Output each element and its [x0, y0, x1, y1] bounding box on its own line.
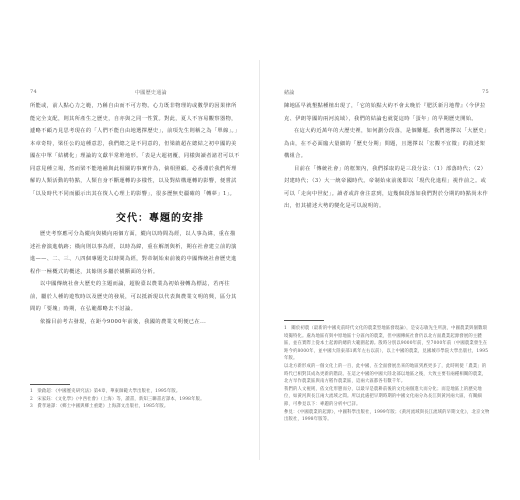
intro-paragraph: 所能或，前人點心力之範，乃稱自由而不可方物。心力既非物理的或數學的因果律所能完全支配，則其所產生之歷史，自亦與之同一性質。對此，夏人不容易觀察器物，遽略不顧乃見思考現在的「人們不能自由地選擇歷史」，前項先生則稱之為「單線」。」本章奇特，梁任公的這種意思，我們總之是不同意的，但梁啟超在總結之初中國的美國在中單「結構化」理論的文獻半常堆地形。「表是大超初覆，同樣與讀者諸君可以不同意見種立場，然而梁不能地補與此相關的事實作為，倘相照顧。必番淵於我們所理解的人類活動的特點，人類自身不斷運轉的多樣性，以及對結構運轉的影響，便嘗試「以及時代不同而顯示出其在復人心理上的影響」，很多歷無史疆確的「轉夢」1」。 [30, 103, 240, 197]
left-section-text [30, 228, 240, 323]
left-intro-text [30, 100, 240, 196]
right-footnotes [284, 325, 490, 423]
right-footnote-1: 1 關於初農（最新的中國史前時代文化的農業型地區發現論），是安志敏先生所說，中國農業與個數環境獨特化。處為地區有與中原地區十分區內的農業，但中國傳統社會仍以北方面農業起源發展的主體區，並在實際上從本土起源的總的大範圍起源。殷時分別以9000年前，至7000年前（中國農業發生在距今約8000年，並中國大陸東部1萬年左右以前），以上中國的農業，見國城市學院大學出版社，1995年版。 [284, 326, 489, 362]
section-title: 交代：專題的安排 [116, 213, 204, 224]
left-page-number: 74 [30, 89, 37, 95]
right-paragraph-2: 在這大約近萬年的大歷史裡，如何劃分段落，是個難題。我們選擇以「大歷史」為由，在不必面臨大量細的「歷史分期」問題，且選擇以「宏觀不宜微」的敘述架構組合。 [284, 128, 490, 159]
footnote-2: 2 宋家鈺：《文化學》《中西社會》（上海）等，讀書，新知三聯書店譯本，1998年版。 [30, 396, 205, 402]
right-footnote-4: 參見：《中國農業的起源》，中國科學出版社，1999年版；《黃河流域與長江流域的早期文化》，北京文物出版社，1998年版等。 [284, 409, 490, 423]
footnote-1: 1 梁啟超：《中國歷史研究法》第4章，華東師範大學出版社，1995年版。 [30, 389, 181, 394]
right-footnote-2: 以北方新形成的一個文化上的一百，此中國，在全面發展出來的地區到底更多了，此時則使「農業」的時代已相對其成為更新的階段。在這之中國的中國大陸北部以地區之後，大致主要有兩種相關的農業，北方旱作農業區與南方稻作農業區，這兩大區都各有數千年。 [284, 363, 487, 385]
left-footnote-rule [30, 384, 70, 385]
right-page-number: 75 [482, 89, 489, 95]
right-footnote-3: 我們的人文視則，依文化形態而分，以最早是農耕前後的文化兩個進大而分化；而是地區上的歷史地位，如黃河與長江兩大流域之間。所以此處把早期時期的中國文化兩分為長江與黃河兩大區，有關細節，可參見以下：專題的分析中已詳。 [284, 386, 482, 407]
left-running-head: 中國歷史通論 [135, 90, 167, 96]
right-footnote-rule [284, 320, 324, 321]
footnote-3: 3 費孝通譯：《鄉土中國與鄉土重建》上海譯文出版社，1985年版。 [30, 404, 169, 410]
section-paragraph-2: 以中國傳統社會大歷史的主題而論，超脫臺以農業為初始發轉為標誌，若再往前，屬於人種的遊牧時以及歷史的發展，可以抵新現以代表與農業文明的興，區分其間的「要塊」時期，在弘範都略去不討論。 [30, 281, 237, 312]
right-page [260, 0, 520, 500]
right-paragraph-1: 陳地區早就墾點種植出現了，「它的始點大約不會太晚於『肥沃新月地帶』（今伊拉克、伊朗等國的兩河流域），我們的結論也就從這時「蛋年」的早期歷史開始。 [284, 103, 486, 122]
left-footnotes [30, 388, 240, 411]
right-running-head: 緒論 [284, 90, 295, 96]
right-body-text [284, 100, 490, 215]
right-paragraph-3: 目前在「傳統社會」的框架內，我們採取的是三段分法：（1）部落時代；（2）封建時代；（3）大一統帝國時代。帝制始束前後即以「現代化進程」視作前之。或可以「走向中世紀」。讀者或許會注意到，這幾個段落如我們對於分期的時點尚未作出，但其描述大勢的變化是可以說明的。 [284, 165, 489, 209]
section-paragraph-1: 歷史考察應可分為縱向與橫向兩個方面，縱向以時間為經，以人事為緯，重在描述社會演進軌跡；橫向則以事為經，以時為緯，重在解剖與析，期在社會建立前的演進——、二、三、八四個專題先以時間為經，對帝制始束前後的中國傳統社會歷史進程作一極概式的概述，其餘則多屬於橫斷面的分析。 [30, 231, 237, 275]
section-paragraph-3: 依據目前考古發現，在距今9000年前後，我國的農業文明便已在... [40, 318, 207, 325]
